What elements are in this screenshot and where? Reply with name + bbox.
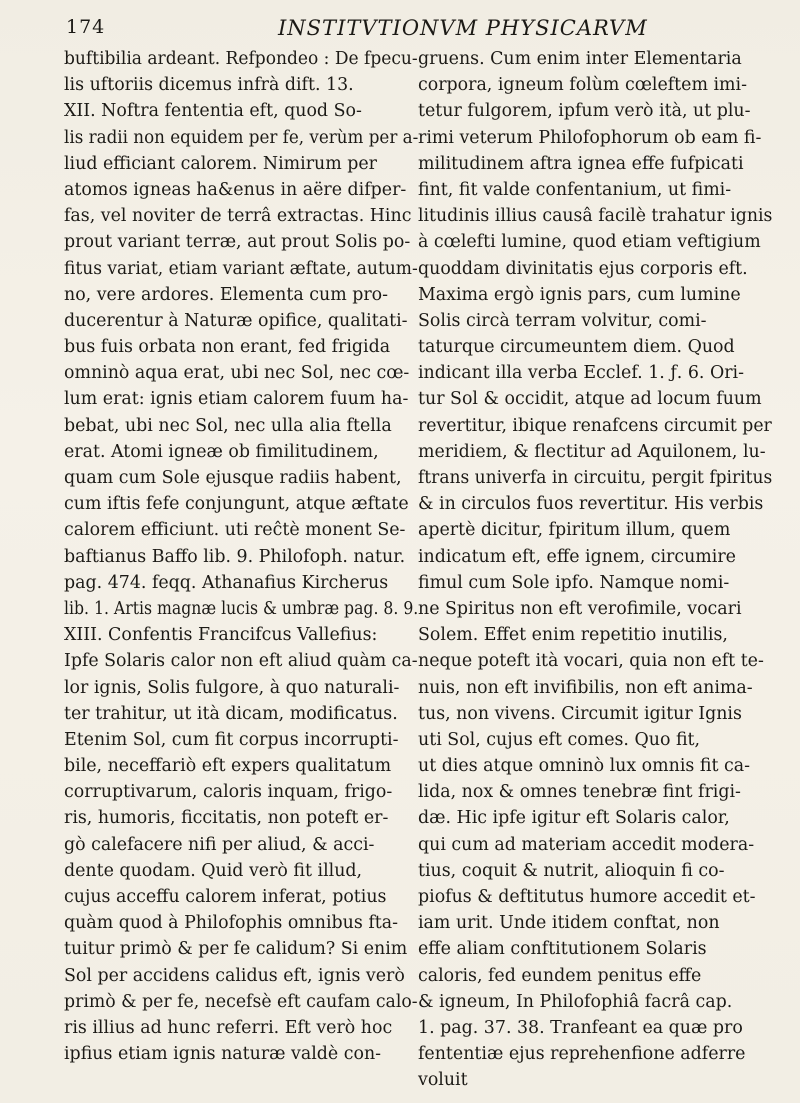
text-line: effe aliam conftitutionem Solaris [418,939,707,960]
text-line: fitus variat, etiam variant æftate, autum- [64,258,418,279]
left-column [64,46,418,1067]
text-line: ne Spiritus non eft verofimile, vocari [418,598,742,619]
text-line: iam urit. Unde itidem conftat, non [418,913,720,934]
text-line: corruptivarum, caloris inquam, frigo- [64,782,393,803]
text-line: lib. 1. Artis magnæ lucis & umbræ pag. 8. 9. [64,598,419,619]
text-line: atomos igneas ha&enus in aëre difper- [64,179,407,200]
text-line: litudinis illius causâ facilè trahatur ignis [418,206,773,227]
text-line: Solem. Effet enim repetitio inutilis, [418,625,728,646]
text-line: à cœlefti lumine, quod etiam veftigium [418,232,761,253]
text-line: Maxima ergò ignis pars, cum lumine [418,284,741,305]
text-line: fententiæ ejus reprehenfione adferre [418,1044,746,1065]
text-line: gruens. Cum enim inter Elementaria [418,49,742,69]
text-line: tur Sol & occidit, atque ad locum fuum [418,389,762,410]
text-line: bus fuis orbata non erant, fed frigida [64,337,391,358]
text-line: corpora, igneum folùm cœleftem imi- [418,75,747,96]
text-line: taturque circumeuntem diem. Quod [418,337,735,358]
text-line: neque poteft ità vocari, quia non eft te- [418,651,764,672]
text-line: liud efficiant calorem. Nimirum per [64,153,377,174]
text-line: lum erat: ignis etiam calorem fuum ha- [64,389,409,410]
text-line: Ipfe Solaris calor non eft aliud quàm ca- [64,651,418,672]
text-line: ftrans univerfa in circuitu, pergit fpiritus [418,468,773,488]
text-line: quoddam divinitatis ejus corporis eft. [418,258,748,279]
text-line: lis radii non equidem per fe, verùm per a- [64,127,419,148]
text-line: dente quodam. Quid verò fit illud, [64,860,363,881]
text-line: omninò aqua erat, ubi nec Sol, nec cœ- [64,363,410,384]
text-line: qui cum ad materiam accedit modera- [418,834,755,855]
page-number: 174 [66,16,106,38]
text-line: ipfius etiam ignis naturæ valdè con- [64,1044,382,1065]
text-line: no, vere ardores. Elementa cum pro- [64,284,389,305]
text-line: indicatum eft, effe ignem, circumire [418,546,736,567]
text-line: gò calefacere nifi per aliud, & acci- [64,834,375,855]
text-line: prout variant terræ, aut prout Solis po- [64,232,411,253]
text-line: tetur fulgorem, ipfum verò ità, ut plu- [418,101,751,122]
text-line: buftibilia ardeant. Refpondeo : De fpecu- [64,49,418,69]
text-line: caloris, fed eundem penitus effe [418,965,702,986]
text-line: Etenim Sol, cum fit corpus incorrupti- [64,729,399,750]
text-line: revertitur, ibique renafcens circumit per [418,415,772,436]
text-line: militudinem aftra ignea effe fufpicati [418,153,744,174]
text-line: tuitur primò & per fe calidum? Si enim [64,939,408,960]
text-line: quàm quod à Philofophis omnibus fta- [64,913,399,934]
text-line: XIII. Confentis Francifcus Vallefius: [64,625,378,646]
text-line: bile, neceffariò eft expers qualitatum [64,756,392,777]
text-line: ter trahitur, ut ità dicam, modificatus. [64,703,398,724]
right-column [418,46,772,1094]
text-line: & igneum, In Philofophiâ facrâ cap. [418,991,733,1012]
text-line: quam cum Sole ejusque radiis habent, [64,468,402,488]
text-line: piofus & deftitutus humore accedit et- [418,887,756,907]
text-line: primò & per fe, necefsè eft caufam calo- [64,991,418,1012]
running-header [66,16,766,42]
text-line: XII. Noftra fententia eft, quod So- [64,101,362,122]
text-line: pag. 474. feqq. Athanafius Kircherus [64,572,389,593]
text-line: nuis, non eft invifibilis, non eft anima- [418,677,753,698]
running-title: INSTITVTIONVM PHYSICARVM [278,16,648,40]
text-line: cujus acceffu calorem inferat, potius [64,887,387,907]
text-line: apertè dicitur, fpiritum illum, quem [418,520,731,541]
text-line: lida, nox & omnes tenebræ fint frigi- [418,782,741,803]
text-line: bebat, ubi nec Sol, nec ulla alia ftella [64,415,392,436]
text-line: lor ignis, Solis fulgore, à quo naturali- [64,677,400,698]
text-line: erat. Atomi igneæ ob fimilitudinem, [64,441,379,462]
text-line: Sol per accidens calidus eft, ignis verò [64,965,405,986]
text-line: tus, non vivens. Circumit igitur Ignis [418,703,742,724]
text-line: ducerentur à Naturæ opifice, qualitati- [64,310,408,331]
text-line: tius, coquit & nutrit, alioquin fi co- [418,860,725,881]
text-line: Solis circà terram volvitur, comi- [418,310,707,331]
text-line: meridiem, & flectitur ad Aquilonem, lu- [418,441,766,462]
text-line: 1. pag. 37. 38. Tranfeant ea quæ pro [418,1017,743,1038]
text-line: dæ. Hic ipfe igitur eft Solaris calor, [418,808,730,829]
text-line: & in circulos fuos revertitur. His verbis [418,494,764,515]
text-line: cum iftis fefe conjungunt, atque æftate [64,494,409,515]
text-line: rimi veterum Philofophorum ob eam fi- [418,127,762,148]
text-line: indicant illa verba Ecclef. 1. ƒ. 6. Ori- [418,363,744,384]
text-line: baftianus Baffo lib. 9. Philofoph. natur. [64,546,406,567]
text-line: ris, humoris, ficcitatis, non poteft er- [64,808,389,829]
text-line: uti Sol, cujus eft comes. Quo fit, [418,729,701,750]
text-line: calorem efficiunt. uti reĉtè monent Se- [64,520,406,541]
text-line: lis uftoriis dicemus infrà dift. 13. [64,75,354,96]
text-line: voluit [418,1070,468,1091]
text-line: fas, vel noviter de terrâ extractas. Hinc [64,206,412,227]
text-line: ris illius ad hunc referri. Eft verò hoc [64,1017,393,1038]
text-line: fint, fit valde confentanium, ut fimi- [418,179,732,200]
text-line: ut dies atque omninò lux omnis fit ca- [418,756,750,777]
text-line: fimul cum Sole ipfo. Namque nomi- [418,572,730,593]
